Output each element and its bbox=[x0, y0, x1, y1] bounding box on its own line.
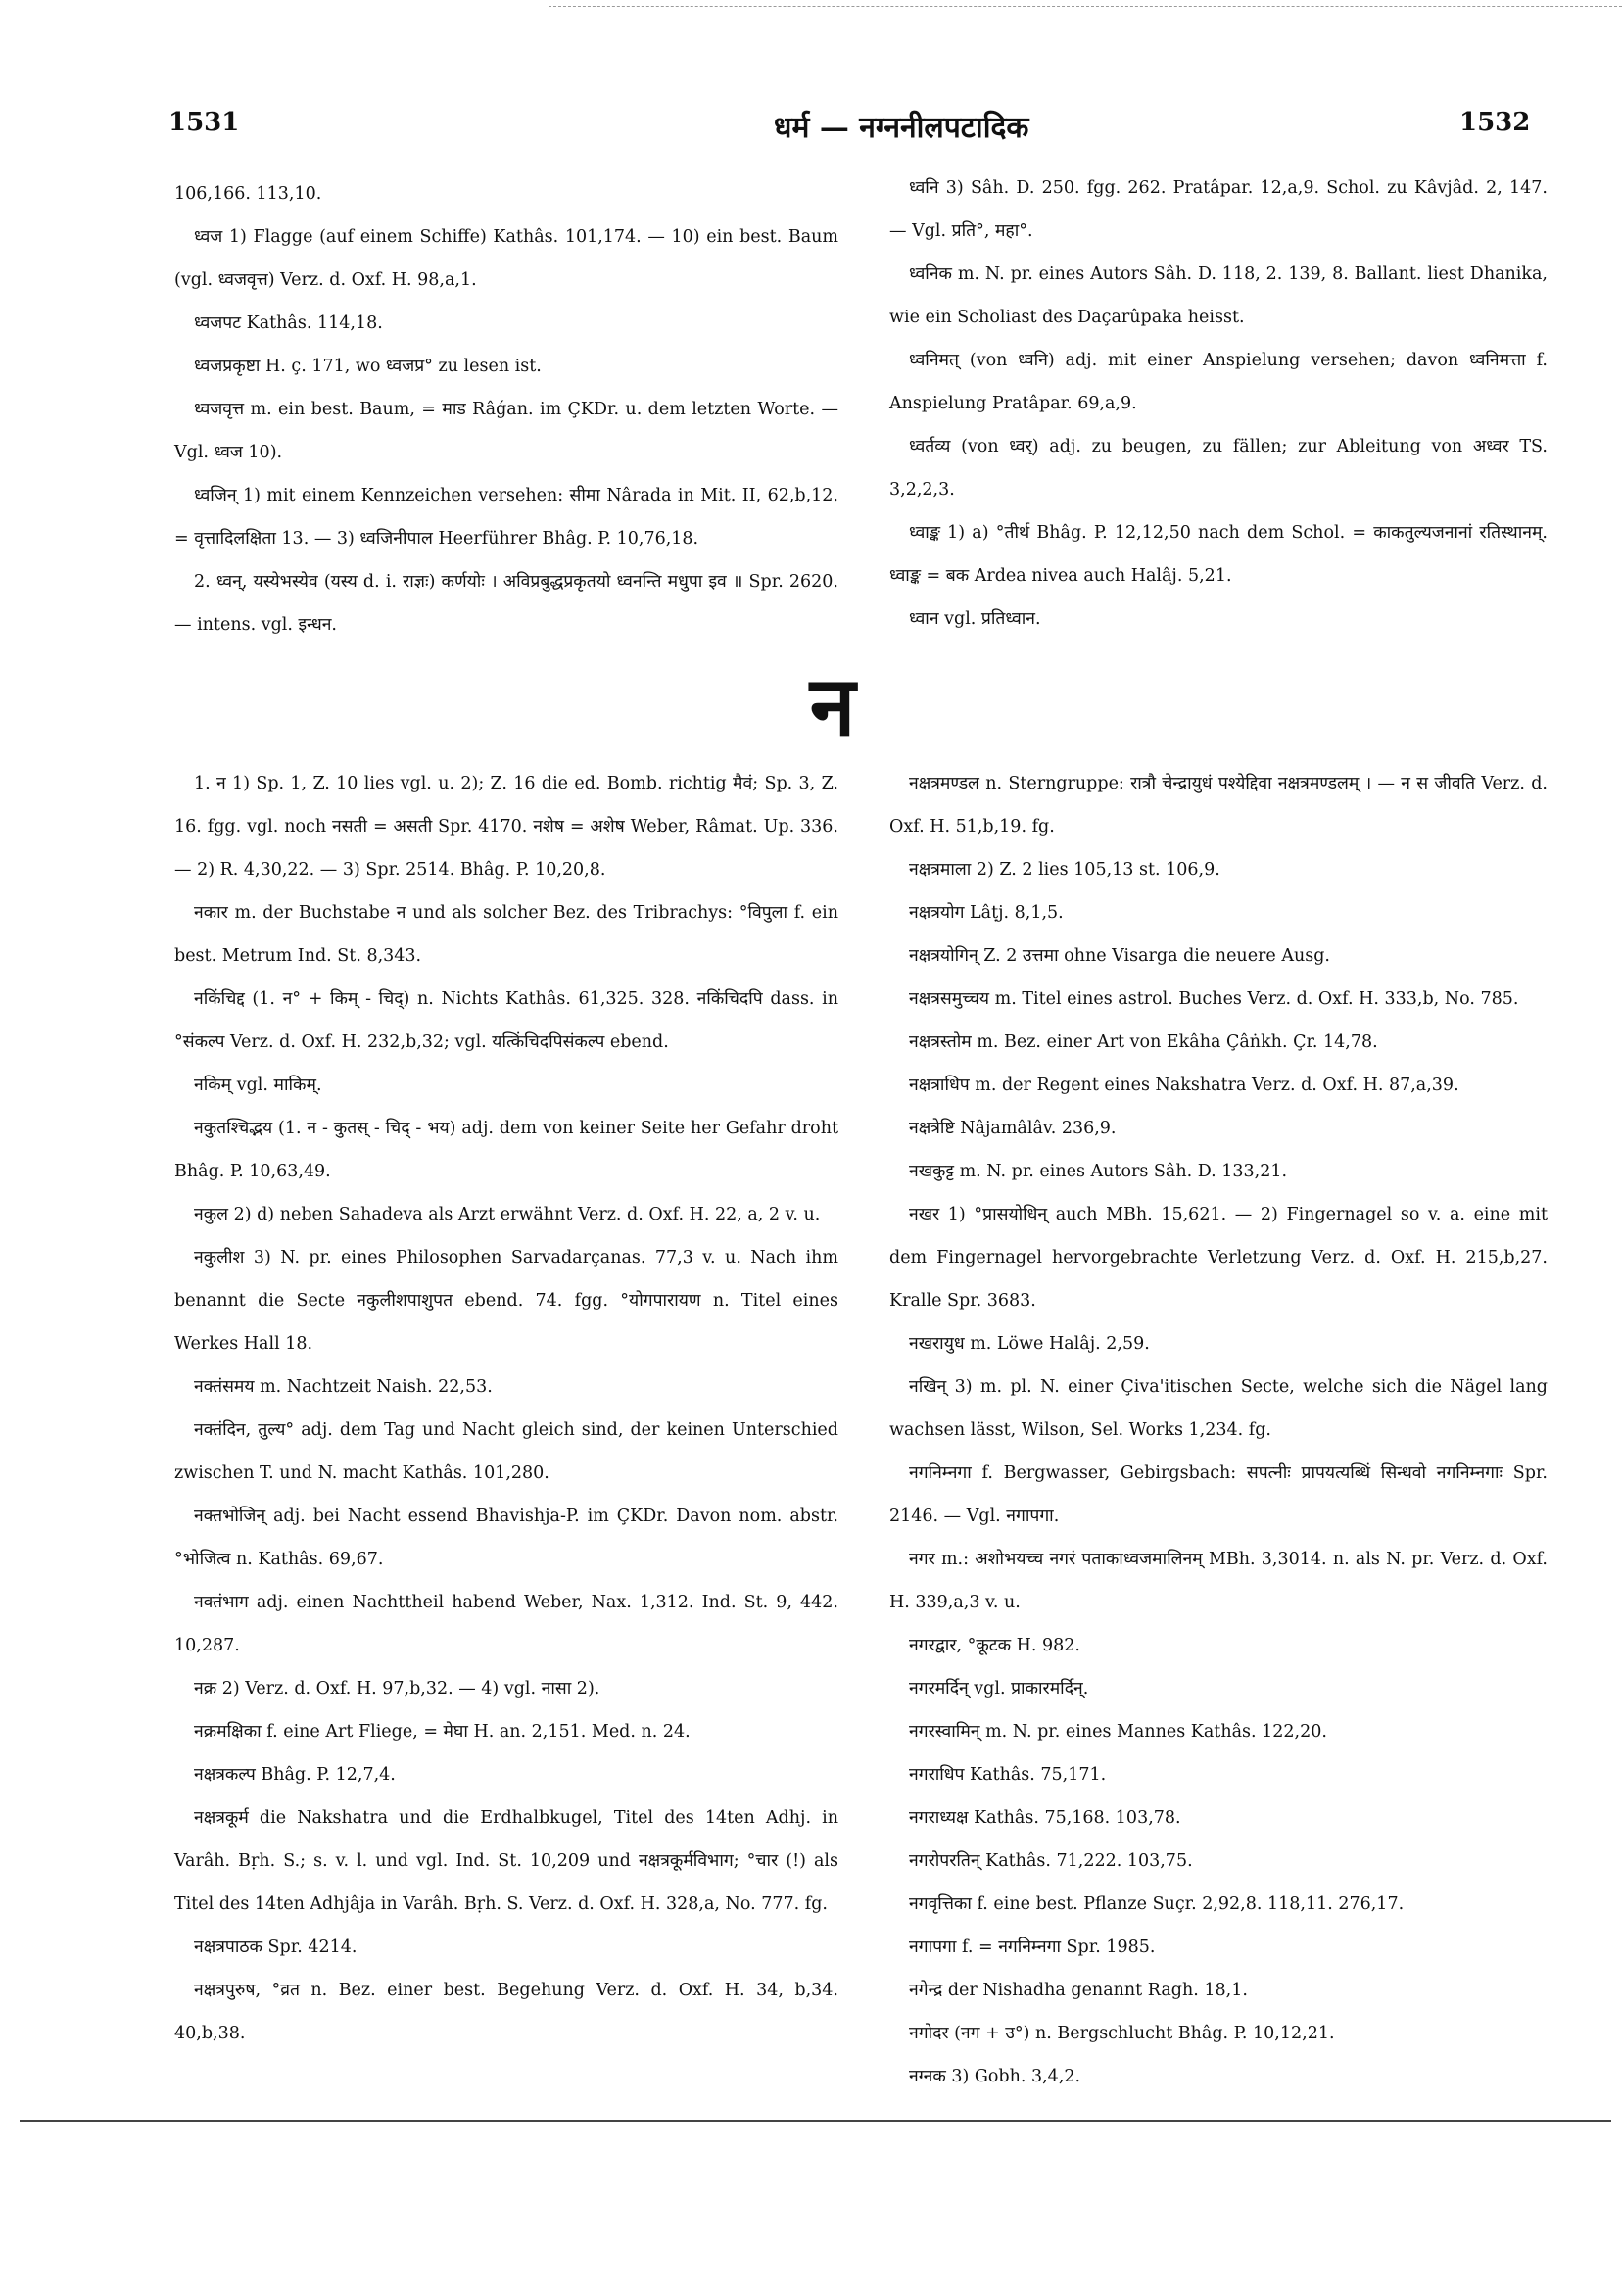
dictionary-entry: ध्वजप्रकृष्टा H. ç. 171, wo ध्वजप्र° zu lesen ist. bbox=[194, 357, 542, 376]
section-letter: न bbox=[809, 658, 856, 754]
column-bottom-right bbox=[889, 762, 1548, 2098]
dictionary-entry: नक्षत्राधिप m. der Regent eines Nakshatra Verz. d. Oxf. H. 87,a,39. bbox=[909, 1076, 1459, 1095]
dictionary-entry: नकुल 2) d) neben Sahadeva als Arzt erwähnt Verz. d. Oxf. H. 22, a, 2 v. u. bbox=[194, 1205, 821, 1224]
dictionary-entry: नगरस्वामिन् m. N. pr. eines Mannes Kathâs. 122,20. bbox=[909, 1722, 1327, 1742]
dictionary-entry: नक्षत्रपुरुष, °व्रत n. Bez. einer best. Begehung Verz. d. Oxf. H. 34, b,34. 40,b,38. bbox=[174, 1981, 838, 2043]
dictionary-entry: नखरायुध m. Löwe Halâj. 2,59. bbox=[909, 1334, 1150, 1354]
dictionary-entry: नगराधिप Kathâs. 75,171. bbox=[909, 1765, 1107, 1785]
dictionary-entry: ध्वनि 3) Sâh. D. 250. fgg. 262. Pratâpar. 12,a,9. Schol. zu Kâvjâd. 2, 147. — Vgl. प्रति°, महा°. bbox=[889, 178, 1548, 241]
page-number-right: 1532 bbox=[1459, 108, 1531, 137]
dictionary-entry: नगरमर्दिन् vgl. प्राकारमर्दिन्. bbox=[909, 1679, 1089, 1698]
dictionary-entry: नक्षत्रसमुच्चय m. Titel eines astrol. Buches Verz. d. Oxf. H. 333,b, No. 785. bbox=[909, 989, 1519, 1009]
column-bottom-left bbox=[174, 762, 838, 2055]
dictionary-entry: नखर 1) °प्रासयोधिन् auch MBh. 15,621. — 2) Fingernagel so v. a. eine mit dem Fingernagel hervorgebrachte Verletzung Verz. d. Oxf. H. 215,b,27. Kralle Spr. 3683. bbox=[889, 1205, 1548, 1311]
page-number-left: 1531 bbox=[168, 108, 240, 137]
dictionary-entry: नक्षत्रयोग Lâṭj. 8,1,5. bbox=[909, 903, 1064, 923]
dictionary-entry: नक्रमक्षिका f. eine Art Fliege, = मेघा H. an. 2,151. Med. n. 24. bbox=[194, 1722, 691, 1742]
dictionary-entry: ध्वजपट Kathâs. 114,18. bbox=[194, 313, 383, 333]
dictionary-entry: नक्षत्रयोगिन् Z. 2 उत्तमा ohne Visarga die neuere Ausg. bbox=[909, 946, 1330, 966]
bottom-rule bbox=[20, 2120, 1611, 2122]
dictionary-entry: नकुलीश 3) N. pr. eines Philosophen Sarvadarçanas. 77,3 v. u. Nach ihm benannt die Secte नकुलीशपाशुपत ebend. 74. fgg. °योगपारायण n. Titel eines Werkes Hall 18. bbox=[174, 1248, 838, 1354]
dictionary-entry: नगनिम्नगा f. Bergwasser, Gebirgsbach: सपत्नीः प्रापयत्यब्धिं सिन्धवो नगनिम्नगाः Spr. 2146. — Vgl. नगापगा. bbox=[889, 1463, 1548, 1526]
dictionary-entry: नकिम् vgl. माकिम्. bbox=[194, 1076, 322, 1095]
dictionary-entry: नगापगा f. = नगनिम्नगा Spr. 1985. bbox=[909, 1937, 1156, 1957]
entry-continuation: 106,166. 113,10. bbox=[174, 184, 322, 204]
dictionary-entry: ध्वनिमत् (von ध्वनि) adj. mit einer Anspielung versehen; davon ध्वनिमत्ता f. Anspielung Pratâpar. 69,a,9. bbox=[889, 351, 1548, 413]
column-top-left bbox=[174, 172, 838, 646]
dictionary-entry: नग्नक 3) Gobh. 3,4,2. bbox=[909, 2067, 1081, 2086]
dictionary-entry: नखकुट्ट m. N. pr. eines Autors Sâh. D. 133,21. bbox=[909, 1162, 1288, 1181]
dictionary-entry: नक्र 2) Verz. d. Oxf. H. 97,b,32. — 4) vgl. नासा 2). bbox=[194, 1679, 600, 1698]
top-scan-rule bbox=[549, 6, 1622, 7]
dictionary-entry: नकिंचिद्द (1. न° + किम् - चिद्) n. Nichts Kathâs. 61,325. 328. नकिंचिदपि dass. in °संकल्प Verz. d. Oxf. H. 232,b,32; vgl. यत्किंचिदपिसंकल्प ebend. bbox=[174, 989, 838, 1052]
dictionary-entry: नक्षत्रकूर्म die Nakshatra und die Erdhalbkugel, Titel des 14ten Adhj. in Varâh. Bṛh. S.; s. v. l. und vgl. Ind. St. 10,209 und नक्षत्रकूर्मविभाग; °चार (!) als Titel des 14ten Adhjâja in Varâh. Bṛh. S. Verz. d. Oxf. H. 328,a, No. 777. fg. bbox=[174, 1808, 838, 1914]
dictionary-entry: ध्वान vgl. प्रतिध्वान. bbox=[909, 609, 1041, 629]
dictionary-entry: नक्तंभाग adj. einen Nachttheil habend Weber, Nax. 1,312. Ind. St. 9, 442. 10,287. bbox=[174, 1593, 838, 1655]
dictionary-entry: नक्तंसमय m. Nachtzeit Naish. 22,53. bbox=[194, 1377, 493, 1397]
dictionary-entry: नगोदर (नग + उ°) n. Bergschlucht Bhâg. P. 10,12,21. bbox=[909, 2024, 1335, 2043]
dictionary-entry: नखिन् 3) m. pl. N. einer Çiva'itischen Secte, welche sich die Nägel lang wachsen lässt, Wilson, Sel. Works 1,234. fg. bbox=[889, 1377, 1548, 1440]
dictionary-entry: नगवृत्तिका f. eine best. Pflanze Suçr. 2,92,8. 118,11. 276,17. bbox=[909, 1894, 1405, 1914]
dictionary-entry: ध्वजवृत्त m. ein best. Baum, = माड Râǵan. im ÇKDr. u. dem letzten Worte. — Vgl. ध्वज 10). bbox=[174, 400, 838, 462]
dictionary-entry: नकुतश्चिद्भय (1. न - कुतस् - चिद् - भय) adj. dem von keiner Seite her Gefahr droht Bhâg. P. 10,63,49. bbox=[174, 1119, 838, 1181]
dictionary-entry: नगरोपरतिन् Kathâs. 71,222. 103,75. bbox=[909, 1851, 1193, 1871]
dictionary-entry: ध्वजिन् 1) mit einem Kennzeichen versehen: सीमा Nârada in Mit. II, 62,b,12. = वृत्तादिलक्षिता 13. — 3) ध्वजिनीपाल Heerführer Bhâg. P. 10,76,18. bbox=[174, 486, 838, 549]
dictionary-entry: 2. ध्वन्, यस्येभस्येव (यस्य d. i. राज्ञः) कर्णयोः । अविप्रबुद्धप्रकृतयो ध्वनन्ति मधुपा इव ॥ Spr. 2620. — intens. vgl. इन्धन. bbox=[174, 572, 838, 635]
dictionary-entry: नक्षत्रपाठक Spr. 4214. bbox=[194, 1937, 358, 1957]
dictionary-entry: ध्वनिक m. N. pr. eines Autors Sâh. D. 118, 2. 139, 8. Ballant. liest Dhanika, wie ein Scholiast des Daçarûpaka heisst. bbox=[889, 264, 1548, 327]
dictionary-entry: ध्वज 1) Flagge (auf einem Schiffe) Kathâs. 101,174. — 10) ein best. Baum (vgl. ध्वजवृत्त) Verz. d. Oxf. H. 98,a,1. bbox=[174, 227, 838, 290]
dictionary-entry: नक्षत्रस्तोम m. Bez. einer Art von Ekâha Çâṅkh. Çr. 14,78. bbox=[909, 1032, 1378, 1052]
dictionary-entry: नगर m.: अशोभयच्च नगरं पताकाध्वजमालिनम् MBh. 3,3014. n. als N. pr. Verz. d. Oxf. H. 339,a,3 v. u. bbox=[889, 1550, 1548, 1612]
dictionary-entry: नकार m. der Buchstabe न und als solcher Bez. des Tribrachys: °विपुला f. ein best. Metrum Ind. St. 8,343. bbox=[174, 903, 838, 966]
dictionary-entry: नक्तंदिन, तुल्य° adj. dem Tag und Nacht gleich sind, der keinen Unterschied zwischen T. und N. macht Kathâs. 101,280. bbox=[174, 1420, 838, 1483]
dictionary-entry: नक्षत्रकल्प Bhâg. P. 12,7,4. bbox=[194, 1765, 396, 1785]
dictionary-entry: नगरद्वार, °कूटक H. 982. bbox=[909, 1636, 1080, 1655]
dictionary-entry: नक्षत्रमण्डल n. Sterngruppe: रात्रौ चेन्द्रायुधं पश्येद्दिवा नक्षत्रमण्डलम् । — न स जीवति Verz. d. Oxf. H. 51,b,19. fg. bbox=[889, 774, 1548, 837]
dictionary-entry: नक्तभोजिन् adj. bei Nacht essend Bhavishja-P. im ÇKDr. Davon nom. abstr. °भोजित्व n. Kathâs. 69,67. bbox=[174, 1507, 838, 1569]
dictionary-entry: 1. न 1) Sp. 1, Z. 10 lies vgl. u. 2); Z. 16 die ed. Bomb. richtig मैवं; Sp. 3, Z. 16. fgg. vgl. noch नसती = असती Spr. 4170. नशेष = अशेष Weber, Râmat. Up. 336. — 2) R. 4,30,22. — 3) Spr. 2514. Bhâg. P. 10,20,8. bbox=[174, 774, 838, 880]
dictionary-entry: नक्षत्रमाला 2) Z. 2 lies 105,13 st. 106,9. bbox=[909, 860, 1220, 880]
dictionary-entry: नक्षत्रेष्टि Nâjamâlâv. 236,9. bbox=[909, 1119, 1117, 1138]
dictionary-entry: नगराध्यक्ष Kathâs. 75,168. 103,78. bbox=[909, 1808, 1181, 1828]
dictionary-entry: नगेन्द्र der Nishadha genannt Ragh. 18,1. bbox=[909, 1981, 1248, 2000]
dictionary-entry: ध्वर्तव्य (von ध्वर्) adj. zu beugen, zu fällen; zur Ableitung von अध्वर TS. 3,2,2,3. bbox=[889, 437, 1548, 500]
column-top-right bbox=[889, 167, 1548, 641]
dictionary-entry: ध्वाङ्क 1) a) °तीर्थ Bhâg. P. 12,12,50 nach dem Schol. = काकतुल्यजनानां रतिस्थानम्. ध्वाङ्क = बक Ardea nivea auch Halâj. 5,21. bbox=[889, 523, 1548, 586]
running-head: धर्म — नग्ननीलपटादिक bbox=[774, 111, 1029, 145]
